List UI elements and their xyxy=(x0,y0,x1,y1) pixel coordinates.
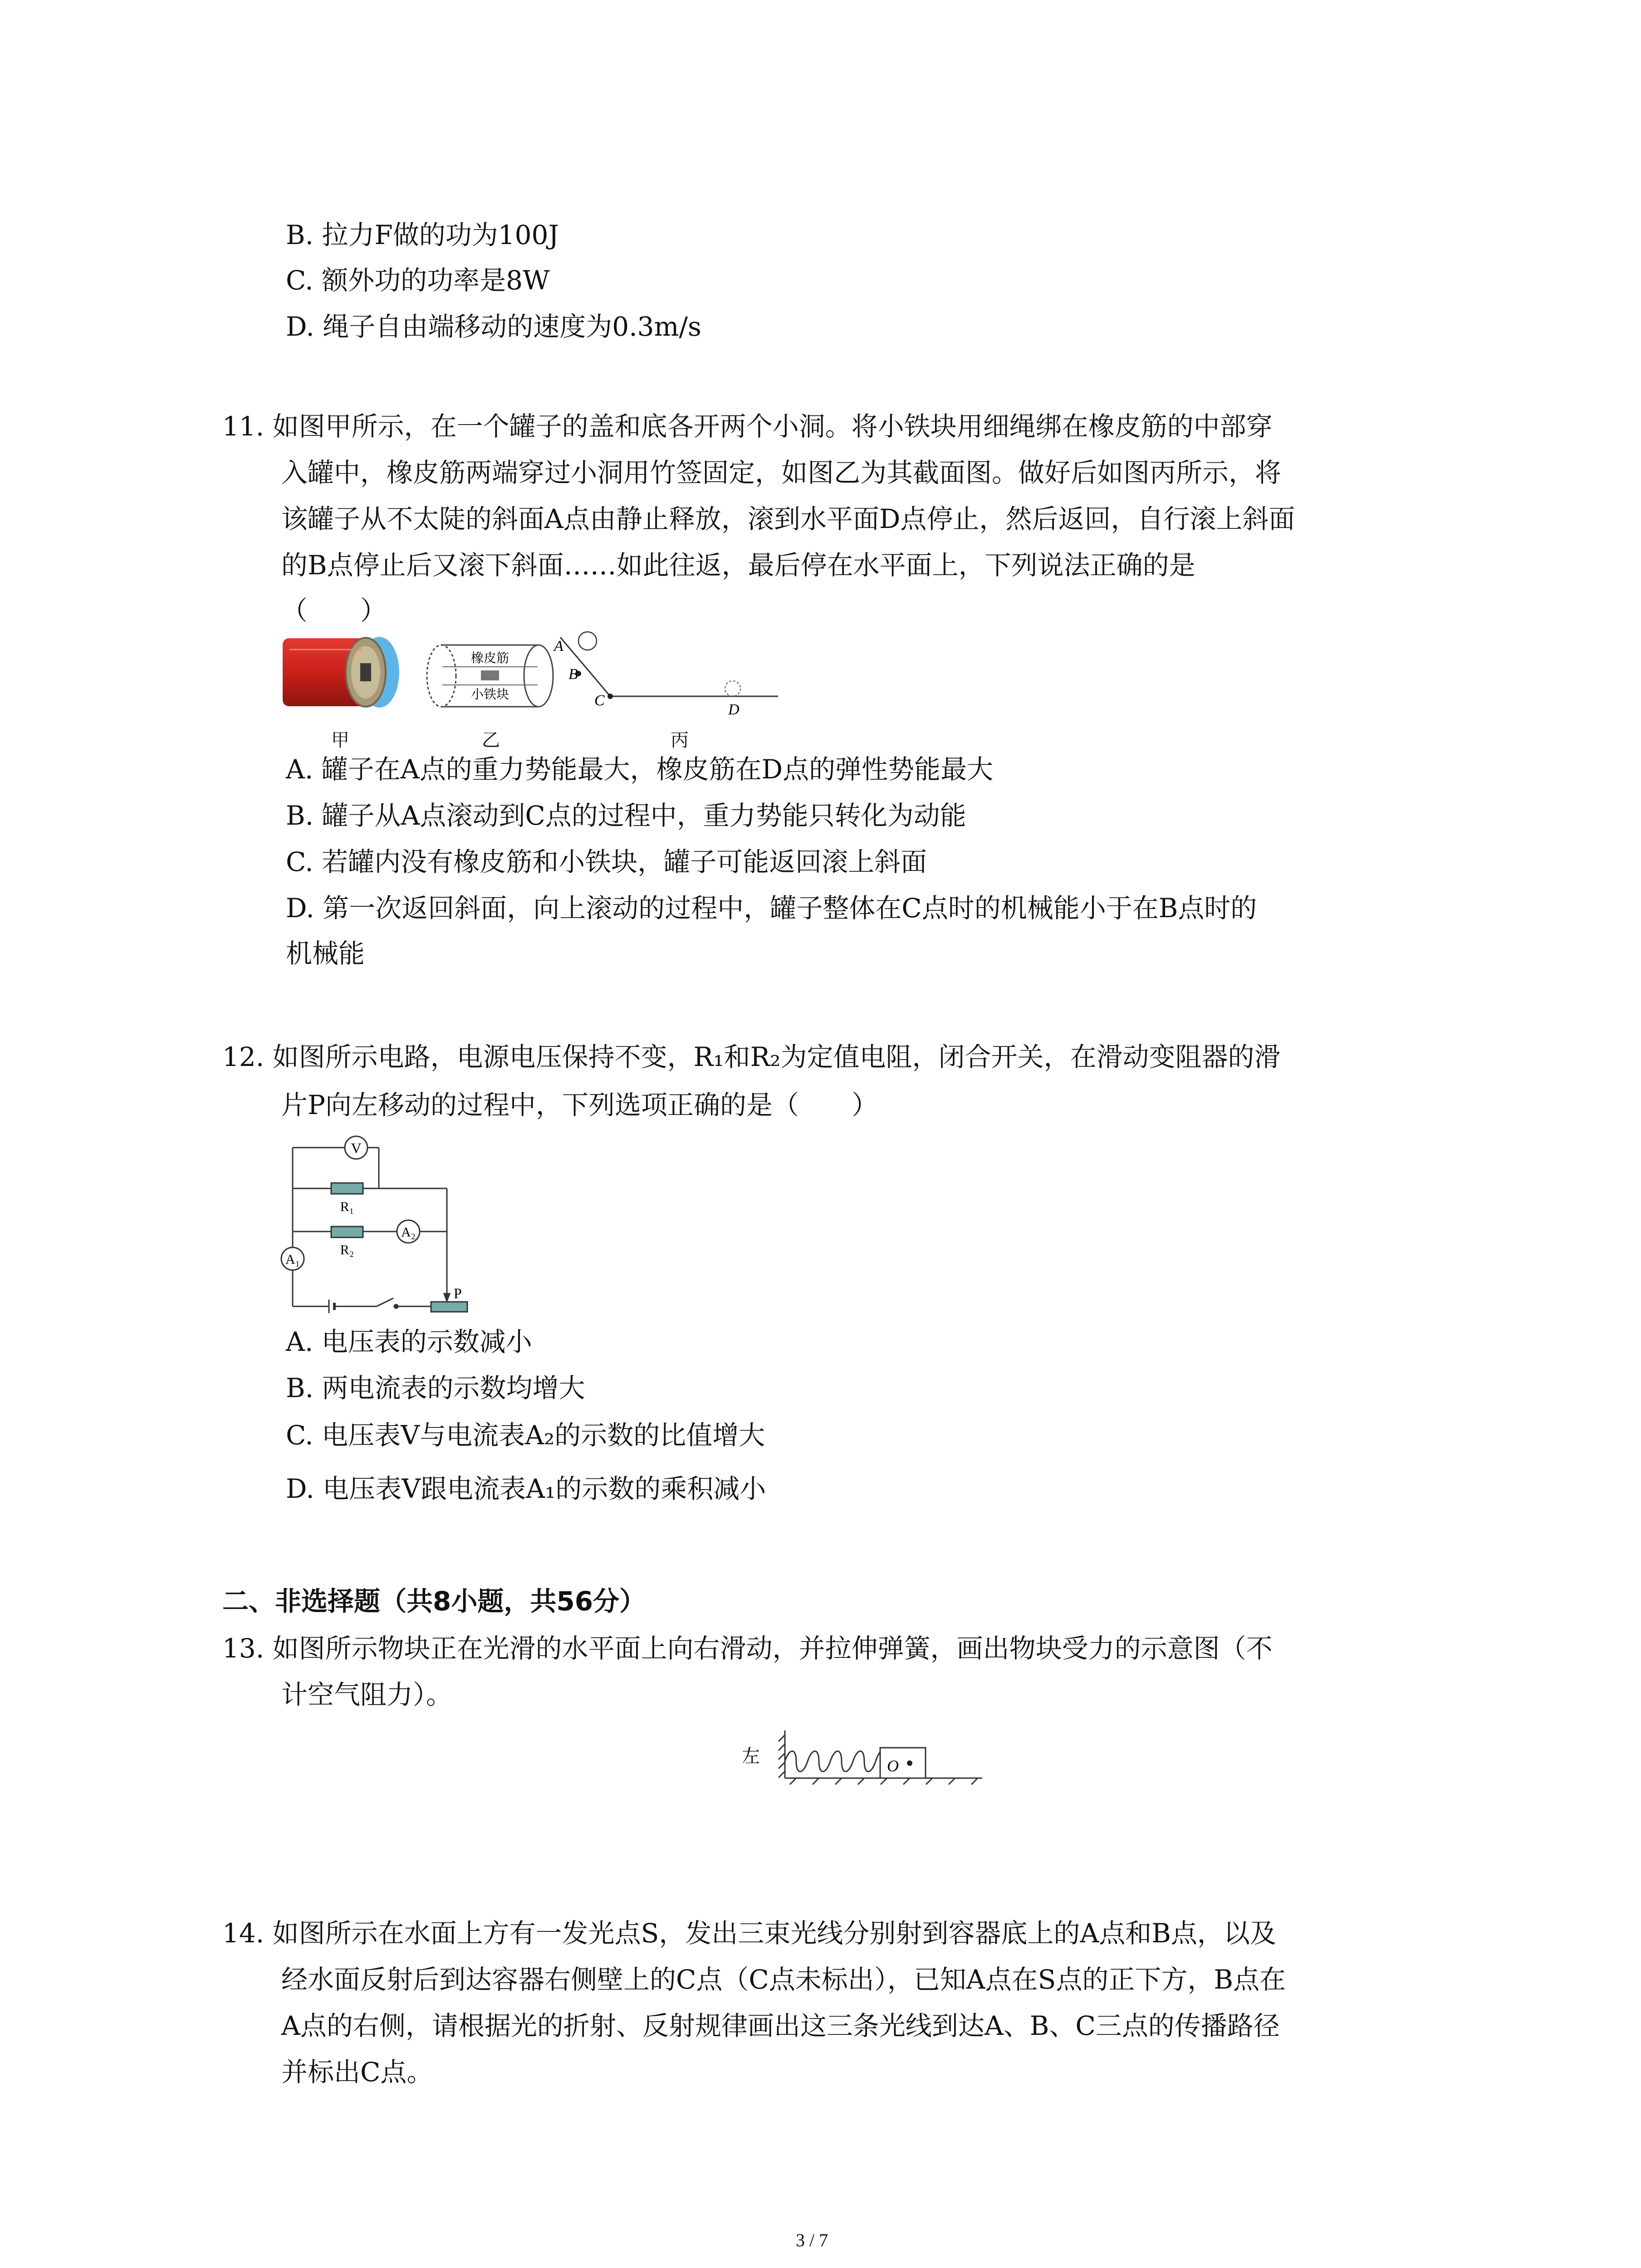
label-r1: R₁ xyxy=(340,1199,354,1214)
circuit-figure xyxy=(274,1129,479,1320)
q12-option-b: B. 两电流表的示数均增大 xyxy=(286,1373,585,1403)
label-r2: R₂ xyxy=(340,1242,354,1257)
label-voltmeter: V xyxy=(351,1140,362,1156)
figure-caption-jia: 甲 xyxy=(331,730,349,751)
circuit-diagram xyxy=(274,1129,479,1320)
q11-option-a: A. 罐子在A点的重力势能最大，橡皮筋在D点的弹性势能最大 xyxy=(286,754,994,785)
label-point-d: D xyxy=(728,701,740,718)
q11-option-d: D. 第一次返回斜面，向上滚动的过程中，罐子整体在C点时的机械能小于在B点时的 xyxy=(286,893,1257,924)
q12-option-c: C. 电压表V与电流表A₂的示数的比值增大 xyxy=(286,1420,765,1451)
label-iron-block: 小铁块 xyxy=(470,687,509,702)
q11-option-b: B. 罐子从A点滚动到C点的过程中，重力势能只转化为动能 xyxy=(286,800,966,831)
q14-stem-line-4: 并标出C点。 xyxy=(281,2057,433,2087)
q11-answer-bracket: （ ） xyxy=(281,595,387,626)
figure-caption-yi: 乙 xyxy=(482,730,500,751)
label-point-b: B xyxy=(568,666,578,683)
incline-figure xyxy=(551,628,787,723)
q12-stem-line-1: 12. 如图所示电路，电源电压保持不变，R₁和R₂为定值电阻，闭合开关，在滑动变阻器的滑 xyxy=(222,1041,1281,1072)
q14-stem-line-3: A点的右侧，请根据光的折射、反射规律画出这三条光线到达A、B、C三点的传播路径 xyxy=(281,2010,1280,2041)
can-photo-image xyxy=(280,631,401,715)
q11-stem-line-2: 入罐中，橡皮筋两端穿过小洞用竹签固定，如图乙为其截面图。做好后如图丙所示，将 xyxy=(281,457,1282,488)
q13-stem-line-2: 计空气阻力）。 xyxy=(281,1679,453,1710)
can-photo-figure xyxy=(280,631,401,715)
q11-stem-line-1: 11. 如图甲所示，在一个罐子的盖和底各开两个小洞。将小铁块用细绳绑在橡皮筋的中部穿 xyxy=(222,411,1273,442)
q12-option-a: A. 电压表的示数减小 xyxy=(286,1326,532,1357)
q11-option-c: C. 若罐内没有橡皮筋和小铁块，罐子可能返回滚上斜面 xyxy=(286,846,927,877)
page-number: 3 / 7 xyxy=(796,2230,828,2250)
label-a2: A₂ xyxy=(401,1225,416,1240)
q13-stem-line-1: 13. 如图所示物块正在光滑的水平面上向右滑动，并拉伸弹簧，画出物块受力的示意图（不 xyxy=(222,1633,1273,1664)
label-left: 左 xyxy=(742,1746,760,1767)
label-a1: A₁ xyxy=(285,1252,300,1267)
cross-section-diagram xyxy=(424,640,556,712)
q11-option-d-continued: 机械能 xyxy=(286,938,365,969)
q14-stem-line-2: 经水面反射后到达容器右侧壁上的C点（C点未标出），已知A点在S点的正下方，B点在 xyxy=(281,1964,1286,1995)
figure-caption-bing: 丙 xyxy=(671,730,689,751)
q11-stem-line-4: 的B点停止后又滚下斜面……如此往返，最后停在水平面上，下列说法正确的是 xyxy=(281,550,1195,581)
label-point-a: A xyxy=(554,638,563,655)
label-rubber-band: 橡皮筋 xyxy=(470,650,509,665)
q14-stem-line-1: 14. 如图所示在水面上方有一发光点S，发出三束光线分别射到容器底上的A点和B点，以及 xyxy=(222,1918,1276,1949)
can-cross-section-figure xyxy=(424,640,556,712)
label-slider-p: P xyxy=(454,1285,462,1301)
spring-block-figure xyxy=(742,1726,987,1785)
label-point-o: O xyxy=(887,1757,899,1775)
q10-option-c: C. 额外功的功率是8W xyxy=(286,265,550,296)
q12-option-d: D. 电压表V跟电流表A₁的示数的乘积减小 xyxy=(286,1473,766,1504)
q10-option-b: B. 拉力F做的功为100J xyxy=(286,220,559,250)
label-point-c: C xyxy=(594,692,605,709)
section-heading: 二、非选择题（共8小题，共56分） xyxy=(222,1586,646,1617)
q10-option-d: D. 绳子自由端移动的速度为0.3m/s xyxy=(286,311,701,342)
q12-stem-line-2: 片P向左移动的过程中，下列选项正确的是（ ） xyxy=(281,1090,878,1120)
spring-block-diagram xyxy=(742,1726,987,1785)
q11-stem-line-3: 该罐子从不太陡的斜面A点由静止释放，滚到水平面D点停止，然后返回，自行滚上斜面 xyxy=(281,503,1295,534)
incline-diagram xyxy=(551,628,787,723)
